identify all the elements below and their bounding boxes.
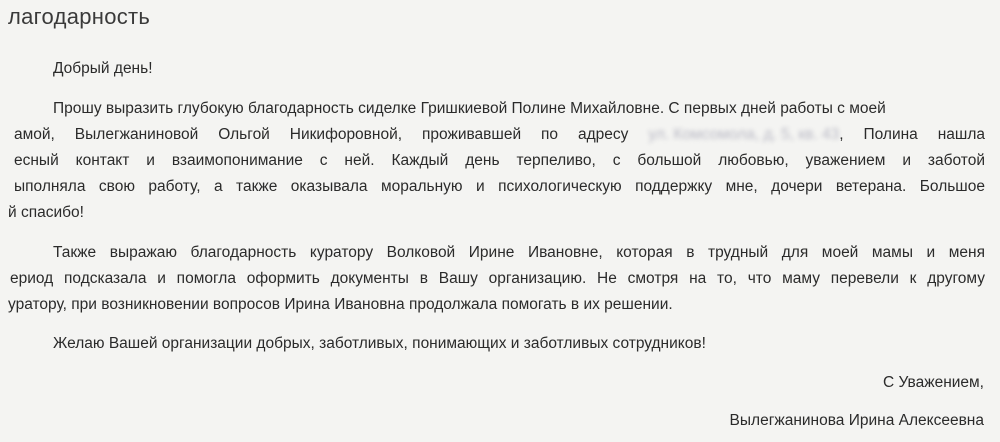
paragraph-2-line-2: ериод подсказала и помогла оформить документы в Вашу организацию. Не смотря на то, что маму перевели к другому	[10, 270, 985, 287]
paragraph-2-line-1: Также выражаю благодарность куратору Волковой Ирине Ивановне, которая в трудный для моей мамы и меня	[53, 244, 985, 261]
paragraph-1-line-2-end: , Полина нашла	[839, 126, 985, 143]
paragraph-2-line-3: уратору, при возникновении вопросов Ирина Ивановна продолжала помогать в их решении.	[8, 296, 673, 313]
paragraph-1-line-2	[14, 126, 985, 144]
paragraph-1-line-5: й спасибо!	[8, 204, 84, 221]
paragraph-1-line-3: есный контакт и взаимопонимание с ней. Каждый день терпеливо, с большой любовью, уважением и заботой	[14, 152, 985, 169]
closing-regards: С Уважением,	[883, 374, 984, 391]
paragraph-1-line-4: ыполняла свою работу, а также оказывала моральную и психологическую поддержку мне, дочери ветерана. Большое	[14, 178, 985, 195]
paragraph-1-line-1: Прошу выразить глубокую благодарность сиделке Гришкиевой Полине Михайловне. С первых дней работы с моей	[53, 100, 886, 117]
redacted-address: ул. Комсомола, д. 5, кв. 43	[648, 126, 840, 143]
wish-line: Желаю Вашей организации добрых, заботливых, понимающих и заботливых сотрудников!	[53, 335, 706, 352]
signature-name: Вылегжанинова Ирина Алексеевна	[729, 412, 984, 429]
letter-title: лагодарность	[8, 4, 151, 29]
greeting: Добрый день!	[53, 60, 153, 77]
paragraph-1-line-2-start: амой, Вылегжаниновой Ольгой Никифоровной, проживавшей по адресу	[14, 126, 629, 143]
